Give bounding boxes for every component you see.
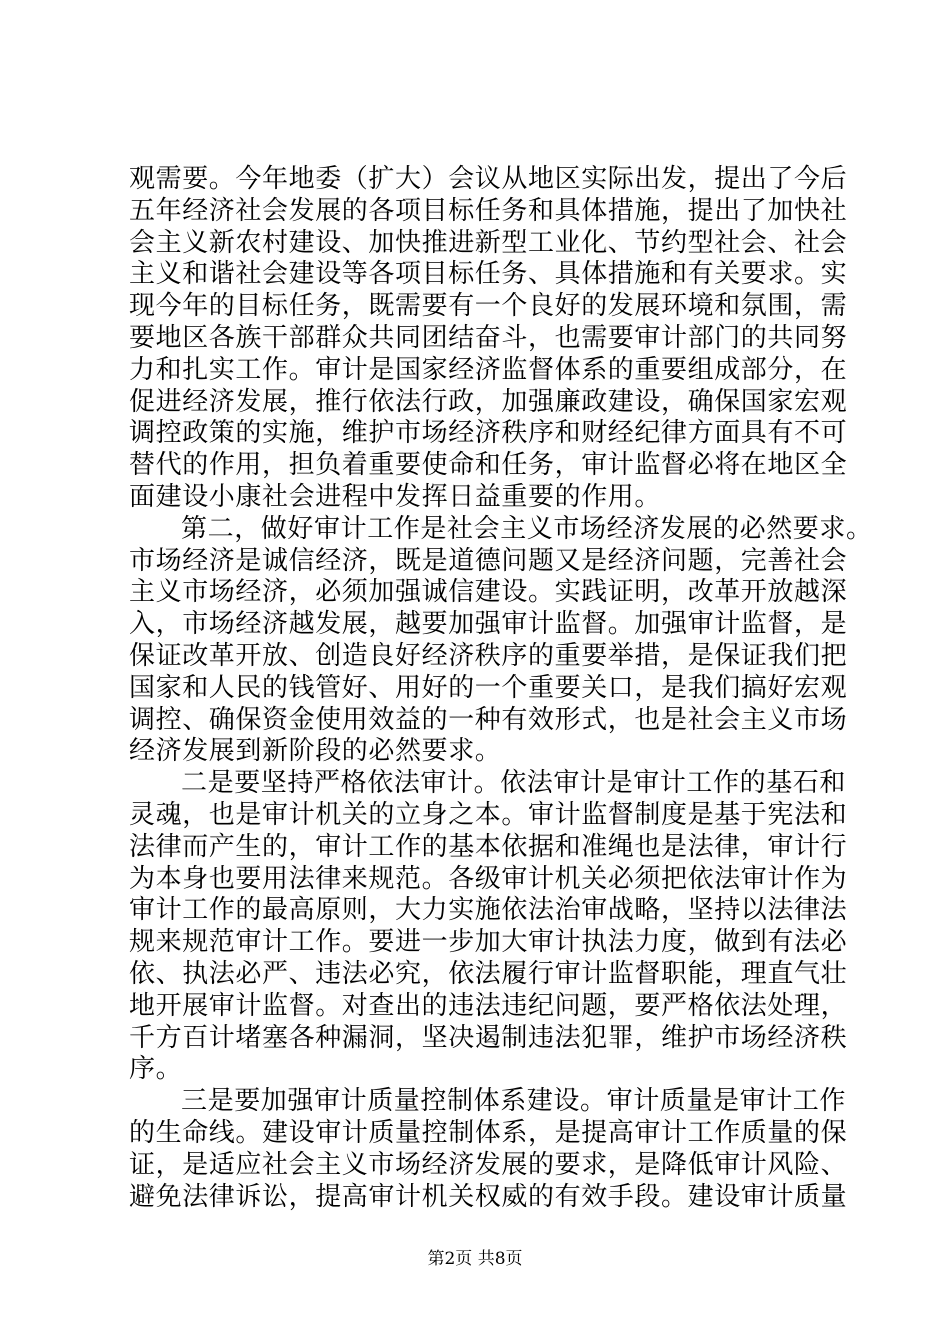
- page-number-footer: 第2页 共8页: [427, 1249, 523, 1269]
- text-line: 入，市场经济越发展，越要加强审计监督。加强审计监督，是: [129, 609, 848, 640]
- text-line: 力和扎实工作。审计是国家经济监督体系的重要组成部分，在: [129, 354, 848, 385]
- text-line: 主义市场经济，必须加强诚信建设。实践证明，改革开放越深: [129, 577, 848, 608]
- text-line: 保证改革开放、创造良好经济秩序的重要举措，是保证我们把: [129, 640, 848, 671]
- text-line: 观需要。今年地委（扩大）会议从地区实际出发，提出了今后: [129, 164, 848, 194]
- text-line: 千方百计堵塞各种漏洞，坚决遏制违法犯罪，维护市场经济秩: [129, 1022, 848, 1053]
- paragraph-first-line: 二是要坚持严格依法审计。依法审计是审计工作的基石和: [181, 768, 847, 799]
- paragraph-first-line: 三是要加强审计质量控制体系建设。审计质量是审计工作: [181, 1086, 847, 1117]
- text-line: 替代的作用，担负着重要使命和任务，审计监督必将在地区全: [129, 450, 848, 481]
- text-line: 为本身也要用法律来规范。各级审计机关必须把依法审计作为: [129, 863, 848, 894]
- text-line: 五年经济社会发展的各项目标任务和具体措施，提出了加快社: [129, 195, 848, 226]
- text-line: 序。: [129, 1054, 183, 1085]
- text-line: 主义和谐社会建设等各项目标任务、具体措施和有关要求。实: [129, 259, 848, 290]
- text-line: 灵魂，也是审计机关的立身之本。审计监督制度是基于宪法和: [129, 799, 848, 830]
- text-line: 地开展审计监督。对查出的违法违纪问题，要严格依法处理，: [129, 990, 848, 1021]
- text-line: 调控政策的实施，维护市场经济秩序和财经纪律方面具有不可: [129, 418, 848, 449]
- text-line: 面建设小康社会进程中发挥日益重要的作用。: [129, 481, 662, 512]
- text-line: 经济发展到新阶段的必然要求。: [129, 736, 502, 767]
- text-line: 审计工作的最高原则，大力实施依法治审战略，坚持以法律法: [129, 895, 848, 926]
- text-line: 市场经济是诚信经济，既是道德问题又是经济问题，完善社会: [129, 545, 848, 576]
- text-line: 调控、确保资金使用效益的一种有效形式，也是社会主义市场: [129, 704, 848, 735]
- text-line: 证，是适应社会主义市场经济发展的要求，是降低审计风险、: [129, 1149, 848, 1180]
- text-line: 现今年的目标任务，既需要有一个良好的发展环境和氛围，需: [129, 291, 848, 322]
- text-line: 依、执法必严、违法必究，依法履行审计监督职能，理直气壮: [129, 958, 848, 989]
- text-line: 规来规范审计工作。要进一步加大审计执法力度，做到有法必: [129, 927, 848, 958]
- text-line: 促进经济发展，推行依法行政，加强廉政建设，确保国家宏观: [129, 386, 848, 417]
- text-line: 要地区各族干部群众共同团结奋斗，也需要审计部门的共同努: [129, 322, 848, 353]
- paragraph-first-line: 第二，做好审计工作是社会主义市场经济发展的必然要求。: [181, 513, 873, 544]
- text-line: 会主义新农村建设、加快推进新型工业化、节约型社会、社会: [129, 227, 848, 258]
- document-body: [129, 164, 873, 1213]
- text-line: 的生命线。建设审计质量控制体系，是提高审计工作质量的保: [129, 1117, 848, 1148]
- text-line: 避免法律诉讼，提高审计机关权威的有效手段。建设审计质量: [129, 1181, 848, 1212]
- text-line: 国家和人民的钱管好、用好的一个重要关口，是我们搞好宏观: [129, 672, 848, 703]
- text-line: 法律而产生的，审计工作的基本依据和准绳也是法律，审计行: [129, 831, 848, 862]
